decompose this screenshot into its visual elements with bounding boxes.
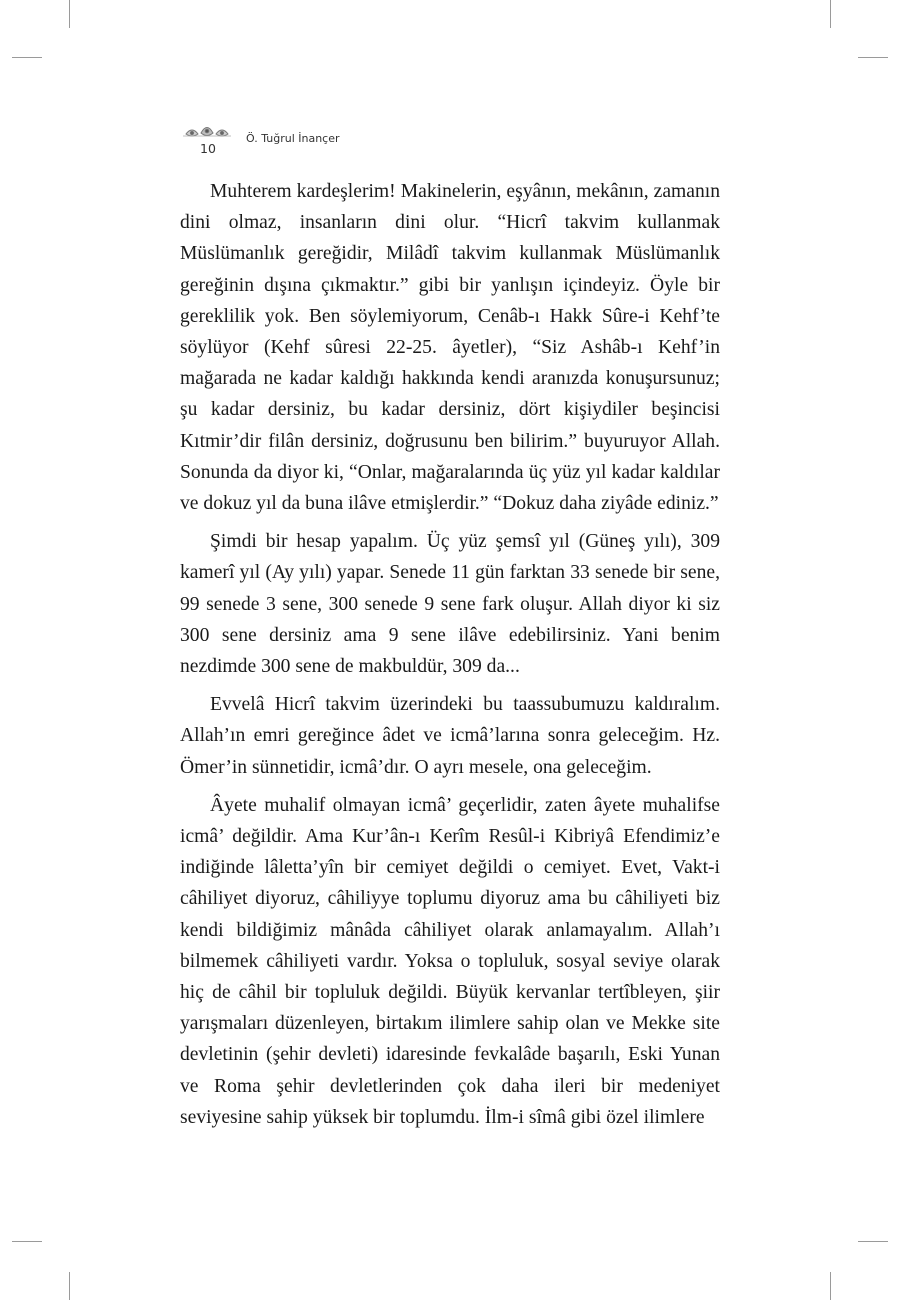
crop-mark-left-bottom <box>12 1241 42 1242</box>
crop-mark-top-left <box>69 0 70 28</box>
crop-mark-bottom-right <box>830 1272 831 1300</box>
floral-ornament-icon <box>182 122 232 140</box>
paragraph: Muhterem kardeşlerim! Makinelerin, eşyânın, mekânın, zamanın dini olmaz, insanların dini olur. “Hicrî takvim kullanmak Müslümanlık gereğidir, Milâdî takvim kullanmak Müslümanlık gereğinin dışına çıkmaktır.” gibi bir yanlışın içindeyiz. Öyle bir gereklilik yok. Ben söylemiyorum, Cenâb-ı Hakk Sûre-i Kehf’te söylüyor (Kehf sûresi 22-25. âyetler), “Siz Ashâb-ı Kehf’in mağarada ne kadar kaldığı hakkında kendi aranızda konuşursunuz; şu kadar dersiniz, bu kadar dersiniz, dört kişiydiler beşincisi Kıtmir’dir filân dersiniz, doğrusunu ben bilirim.” buyuruyor Allah. Sonunda da diyor ki, “Onlar, mağaralarında üç yüz yıl kadar kaldılar ve dokuz yıl da buna ilâve etmişlerdir.” “Dokuz daha ziyâde ediniz.” <box>180 181 720 515</box>
crop-mark-bottom-left <box>69 1272 70 1300</box>
paragraph: Evvelâ Hicrî takvim üzerindeki bu taassubumuzu kaldıralım. Allah’ın emri gereğince âdet ve icmâ’larına sonra geleceğim. Hz. Ömer’in sünnetidir, icmâ’dır. O ayrı mesele, ona geleceğim. <box>180 694 720 778</box>
crop-mark-right-bottom <box>858 1241 888 1242</box>
crop-mark-top-right <box>830 0 831 28</box>
page-number: 10 <box>200 141 216 156</box>
body-text <box>180 176 720 1140</box>
running-header-author: Ö. Tuğrul İnançer <box>246 132 340 145</box>
crop-mark-left-top <box>12 57 42 58</box>
crop-mark-right-top <box>858 57 888 58</box>
paragraph: Âyete muhalif olmayan icmâ’ geçerlidir, zaten âyete muhalifse icmâ’ değildir. Ama Kur’ân-ı Kerîm Resûl-i Kibriyâ Efendimiz’e indiğinde lâletta’yîn bir cemiyet değildi o cemiyet. Evet, Vakt-i câhiliyet diyoruz, câhiliyye toplumu diyoruz ama bu câhiliyeti biz kendi bildiğimiz mânâda câhiliyet olarak anlamayalım. Allah’ı bilmemek câhiliyeti vardır. Yoksa o topluluk, sosyal seviye olarak hiç de câhil bir topluluk değildi. Büyük kervanlar tertîbleyen, şiir yarışmaları düzenleyen, birtakım ilimlere sahip olan ve Mekke site devletinin (şehir devleti) idaresinde fevkalâde başarılı, Eski Yunan ve Roma şehir devletlerinden çok daha ileri bir medeniyet seviyesine sahip yüksek bir toplumdu. İlm-i sîmâ gibi özel ilimlere <box>180 794 720 1128</box>
paragraph: Şimdi bir hesap yapalım. Üç yüz şemsî yıl (Güneş yılı), 309 kamerî yıl (Ay yılı) yapar. Senede 11 gün farktan 33 senede bir sene, 99 senede 3 sene, 300 senede 9 sene fark oluşur. Allah diyor ki siz 300 sene dersiniz ama 9 sene ilâve edebilirsiniz. Yani benim nezdimde 300 sene de makbuldür, 309 da... <box>180 531 720 678</box>
running-header <box>180 122 580 158</box>
